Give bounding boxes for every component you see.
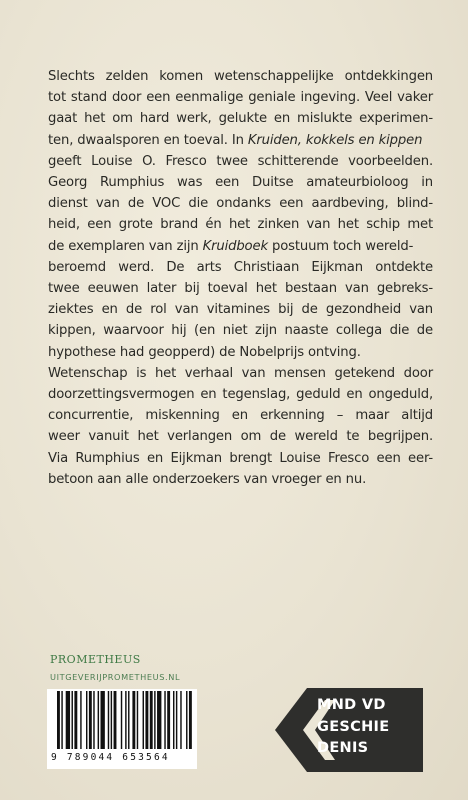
- barcode-bar: [111, 691, 112, 749]
- blurb-line: weer vanuit het verlangen om de wereld te begrijpen.: [48, 429, 433, 445]
- book-title: Kruidboek: [202, 238, 268, 254]
- barcode-bars: [47, 689, 197, 753]
- book-title: Kruiden, kokkels en kippen: [247, 132, 423, 148]
- publisher-url: UITGEVERIJPROMETHEUS.NL: [50, 672, 181, 682]
- blurb-line: Slechts zelden komen wetenschappelijke ontdekkingen: [48, 69, 433, 84]
- blurb-text: postuum toch wereld-: [271, 238, 414, 254]
- barcode-bar: [57, 691, 60, 749]
- barcode-bar: [143, 691, 144, 749]
- barcode-bar: [89, 691, 92, 749]
- blurb-line: Via Rumphius en Eijkman brengt Louise Fresco een eer-: [48, 450, 433, 466]
- barcode-bar: [121, 691, 122, 749]
- series-logo-text: [317, 695, 389, 760]
- blurb-text: de exemplaren van zijn: [48, 238, 199, 254]
- barcode-bar: [114, 691, 117, 749]
- blurb-line: gaat het om hard werk, gelukte en mislukte experimen-: [48, 111, 433, 127]
- series-logo-line: MND VD: [317, 697, 386, 713]
- blurb-line: betoon aan alle onderzoekers van vroeger en nu.: [48, 471, 367, 487]
- blurb-line: Georg Rumphius was een Duitse amateurbioloog in: [48, 175, 433, 191]
- barcode-bar: [176, 691, 177, 749]
- blurb-line: geeft Louise O. Fresco twee schitterende voorbeelden.: [48, 153, 433, 169]
- barcode-bar: [157, 691, 161, 749]
- barcode-bar: [189, 691, 192, 749]
- barcode-bar: [132, 691, 135, 749]
- back-cover-blurb: [48, 66, 433, 490]
- barcode-bar: [86, 691, 87, 749]
- isbn-number: 9 789044 653564: [51, 752, 170, 763]
- barcode-bar: [180, 691, 181, 749]
- barcode-bar: [167, 691, 170, 749]
- blurb-line: twee eeuwen later bij toeval het bestaan van gebreks-: [48, 281, 433, 297]
- blurb-line: [48, 130, 433, 151]
- barcode-bar: [61, 691, 62, 749]
- barcode-bar: [80, 691, 81, 749]
- publisher-logo: PROMETHEUS: [50, 653, 141, 666]
- blurb-line: hypothese had geopperd) de Nobelprijs ontving.: [48, 344, 361, 360]
- barcode: [47, 689, 197, 769]
- blurb-line: heid, een grote brand én het zinken van het schip met: [48, 217, 433, 233]
- barcode-bar: [101, 691, 105, 749]
- barcode-bar: [154, 691, 155, 749]
- barcode-bar: [93, 691, 94, 749]
- barcode-bar: [98, 691, 99, 749]
- barcode-bar: [66, 691, 70, 749]
- series-logo-line: GESCHIE: [317, 718, 390, 735]
- barcode-bar: [108, 691, 109, 749]
- blurb-line: beroemd werd. De arts Christiaan Eijkman ontdekte: [48, 259, 433, 275]
- barcode-bar: [72, 691, 73, 749]
- barcode-bar: [137, 691, 138, 749]
- barcode-bar: [173, 691, 174, 749]
- blurb-line: tot stand door een eenmalige geniale ingeving. Veel vaker: [48, 90, 433, 106]
- blurb-line: Wetenschap is het verhaal van mensen getekend door: [48, 365, 433, 381]
- blurb-line: dienst van de VOC die ondanks een aardbeving, blind-: [48, 196, 433, 212]
- blurb-line: doorzettingsvermogen en tegenslag, geduld en ongeduld,: [48, 387, 433, 403]
- barcode-bar: [150, 691, 153, 749]
- barcode-bar: [145, 691, 148, 749]
- blurb-line: kippen, waarvoor hij (en niet zijn naaste collega die de: [48, 323, 433, 339]
- barcode-bar: [74, 691, 77, 749]
- barcode-bar: [186, 691, 187, 749]
- blurb-text: ten, dwaalsporen en toeval. In: [48, 132, 244, 148]
- barcode-bar: [125, 691, 126, 749]
- blurb-line: [48, 236, 433, 257]
- barcode-bar: [164, 691, 165, 749]
- series-logo-line: DENIS: [317, 740, 369, 756]
- barcode-bar: [128, 691, 129, 749]
- blurb-line: concurrentie, miskenning en erkenning – maar altijd: [48, 408, 433, 424]
- blurb-line: ziektes en de rol van vitamines bij de gezondheid van: [48, 302, 433, 318]
